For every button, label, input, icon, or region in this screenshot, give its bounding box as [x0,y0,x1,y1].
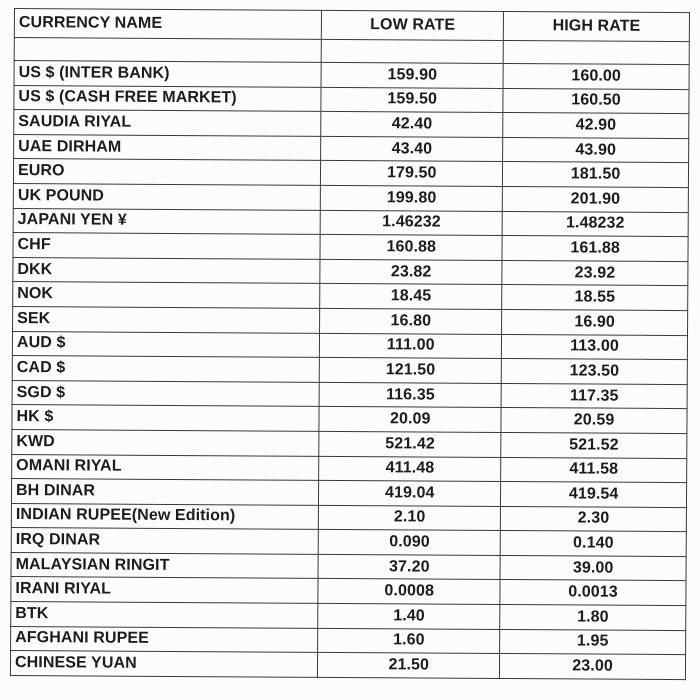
currency-name-cell: BH DINAR [11,479,318,505]
low-rate-cell: 419.04 [319,480,501,506]
low-rate-cell: 199.80 [321,185,503,211]
currency-name-cell: DKK [13,257,320,283]
low-rate-cell: 0.0008 [318,579,500,605]
high-rate-cell: 201.90 [502,186,688,212]
currency-name-cell: UAE DIRHAM [14,134,321,160]
currency-name-cell: JAPANI YEN ¥ [13,208,320,234]
low-rate-cell: 37.20 [318,554,500,580]
blank-cell [14,38,321,63]
low-rate-cell: 179.50 [321,161,503,187]
currency-name-cell: US $ (CASH FREE MARKET) [14,85,321,111]
high-rate-cell: 1.80 [500,605,686,631]
low-rate-cell: 20.09 [319,407,501,433]
low-rate-cell: 116.35 [319,382,501,408]
low-rate-cell: 411.48 [319,456,501,482]
currency-name-cell: SAUDIA RIYAL [14,110,321,136]
currency-name-cell: NOK [13,282,320,308]
currency-name-cell: SGD $ [12,380,319,406]
low-rate-cell: 2.10 [319,505,501,531]
low-rate-cell: 42.40 [321,112,503,138]
high-rate-cell: 161.88 [502,236,688,262]
header-low-rate: LOW RATE [322,10,504,40]
currency-name-cell: AFGHANI RUPEE [11,626,318,652]
low-rate-cell: 521.42 [319,431,501,457]
high-rate-cell: 419.54 [501,482,687,508]
currency-name-cell: IRQ DINAR [11,528,318,554]
currency-name-cell: CHF [13,233,320,259]
high-rate-cell: 117.35 [501,383,687,409]
high-rate-cell: 0.140 [500,531,686,557]
high-rate-cell: 23.00 [500,654,686,680]
high-rate-cell: 181.50 [503,162,689,188]
high-rate-cell: 42.90 [503,113,689,139]
high-rate-cell: 39.00 [500,555,686,581]
low-rate-cell: 159.50 [321,87,503,113]
high-rate-cell: 23.92 [502,260,688,286]
high-rate-cell: 160.50 [503,88,689,114]
currency-name-cell: HK $ [12,405,319,431]
low-rate-cell: 160.88 [320,235,502,261]
header-currency-name: CURRENCY NAME [14,9,322,40]
low-rate-cell: 1.60 [318,628,500,654]
low-rate-cell: 0.090 [319,530,501,556]
low-rate-cell: 111.00 [320,333,502,359]
high-rate-cell: 123.50 [501,359,687,385]
header-high-rate: HIGH RATE [503,11,689,41]
currency-name-cell: SEK [13,306,320,332]
high-rate-cell: 411.58 [501,457,687,483]
low-rate-cell: 1.40 [318,603,500,629]
low-rate-cell: 43.40 [321,136,503,162]
low-rate-cell: 121.50 [320,357,502,383]
high-rate-cell: 43.90 [503,137,689,163]
currency-name-cell: CHINESE YUAN [10,651,317,677]
blank-cell [322,39,504,63]
high-rate-cell: 0.0013 [500,580,686,606]
high-rate-cell: 18.55 [502,285,688,311]
currency-name-cell: IRANI RIYAL [11,577,318,603]
high-rate-cell: 1.95 [500,629,686,655]
rates-body [10,38,689,680]
currency-name-cell: CAD $ [12,356,319,382]
currency-name-cell: EURO [13,159,320,185]
high-rate-cell: 160.00 [503,63,689,89]
low-rate-cell: 16.80 [320,308,502,334]
currency-name-cell: BTK [11,602,318,628]
high-rate-cell: 2.30 [501,506,687,532]
currency-name-cell: AUD $ [12,331,319,357]
low-rate-cell: 23.82 [320,259,502,285]
low-rate-cell: 1.46232 [320,210,502,236]
high-rate-cell: 113.00 [502,334,688,360]
low-rate-cell: 18.45 [320,284,502,310]
currency-name-cell: INDIAN RUPEE(New Edition) [11,503,318,529]
currency-name-cell: US $ (INTER BANK) [14,61,321,87]
currency-name-cell: UK POUND [13,183,320,209]
currency-name-cell: KWD [12,429,319,455]
header-row [14,9,689,42]
high-rate-cell: 20.59 [501,408,687,434]
currency-rates-table [10,8,690,680]
blank-cell [503,40,689,64]
currency-name-cell: OMANI RIYAL [12,454,319,480]
low-rate-cell: 159.90 [321,62,503,88]
table-row [10,651,685,680]
high-rate-cell: 1.48232 [502,211,688,237]
high-rate-cell: 16.90 [502,309,688,335]
high-rate-cell: 521.52 [501,432,687,458]
low-rate-cell: 21.50 [318,653,500,679]
currency-name-cell: MALAYSIAN RINGIT [11,552,318,578]
